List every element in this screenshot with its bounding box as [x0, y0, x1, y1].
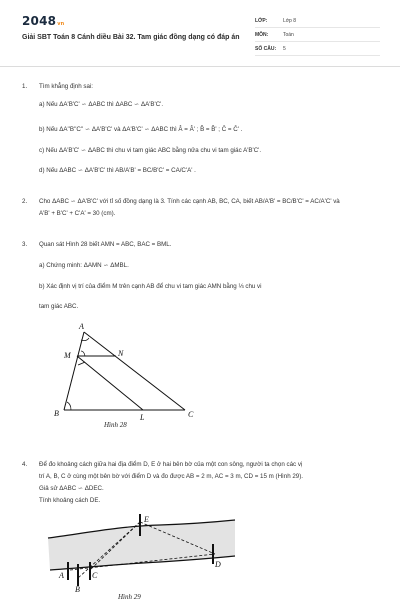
meta-row-question-count: SỐ CÂU: 5 — [255, 42, 380, 56]
part-a: a) Chứng minh: ΔAMN ∽ ΔMBL. — [39, 262, 129, 269]
question-number: 1. — [22, 83, 28, 90]
question-4 — [22, 460, 382, 508]
option-c: c) Nếu ΔA'B'C' ∽ ΔABC thì chu vi tam giác ABC bằng nửa chu vi tam giác A'B'C'. — [39, 147, 262, 154]
question-1 — [22, 82, 382, 182]
meta-info — [255, 14, 380, 56]
figure-29-caption: Hình 29 — [118, 593, 141, 600]
label-c: C — [92, 571, 98, 580]
part-b: b) Xác định vị trí của điểm M trên cạnh AB để chu vi tam giác AMN bằng ⅓ chu vi — [39, 283, 262, 290]
segment-ac — [84, 332, 185, 410]
angle-m-mark — [81, 351, 85, 356]
question-number: 3. — [22, 241, 28, 248]
label-l: L — [140, 413, 145, 422]
segment-ab — [64, 332, 84, 410]
figure-28 — [40, 320, 200, 432]
part-b-continued: tam giác ABC. — [39, 303, 79, 310]
question-text: Giả sử ΔABC ∽ ΔDEC. — [39, 485, 104, 492]
label-b: B — [75, 585, 80, 592]
label-m: M — [64, 351, 71, 360]
page-header — [0, 0, 400, 66]
figure-29 — [40, 508, 240, 592]
label-n: N — [118, 349, 124, 358]
site-logo[interactable]: 2048vn — [22, 14, 65, 28]
label-d: D — [215, 560, 221, 569]
question-text: Tính khoảng cách DE. — [39, 497, 101, 504]
meta-row-subject: MÔN: Toán — [255, 28, 380, 42]
question-text: Quan sát Hình 28 biết AMN = ABC, BAC = BML. — [39, 241, 172, 248]
option-b: b) Nếu ΔA''B''C'' ∽ ΔA'B'C' và ΔA'B'C' ∽ ΔABC thì Â = Â' ; B̂ = B̂' ; Ĉ = Ĉ' . — [39, 126, 243, 133]
question-2 — [22, 197, 382, 219]
label-e: E — [144, 515, 149, 524]
angle-bml-mark — [78, 362, 85, 365]
header-divider — [0, 66, 400, 67]
figure-28-caption: Hình 28 — [104, 421, 127, 429]
label-a: A — [59, 571, 64, 580]
angle-b-mark — [67, 402, 71, 410]
document-title: Giải SBT Toán 8 Cánh diều Bài 32. Tam giác đồng dạng có đáp án — [22, 34, 240, 41]
meta-row-grade: LỚP: Lớp 8 — [255, 14, 380, 28]
label-a: A — [79, 322, 84, 331]
question-text: Tìm khẳng định sai: — [39, 83, 93, 90]
question-number: 4. — [22, 461, 28, 468]
question-text: trí A, B, C ở cùng một bên bờ với điểm D và đo được AB = 2 m, AC = 3 m, CD = 15 m (Hình 29). — [39, 473, 304, 480]
question-text: Để đo khoảng cách giữa hai địa điểm D, E ở hai bên bờ của một con sông, người ta chọn các vị — [39, 461, 303, 468]
question-number: 2. — [22, 198, 28, 205]
question-text: A'B' + B'C' + C'A' = 30 (cm). — [39, 210, 116, 217]
question-text: Cho ΔABC ∽ ΔA'B'C' với tỉ số đồng dạng là 3. Tính các cạnh AB, BC, CA, biết AB/A'B' = BC/B'C' = AC/A'C' và — [39, 198, 340, 205]
option-a: a) Nếu ΔA'B'C' ∽ ΔABC thì ΔABC ∽ ΔA'B'C'. — [39, 101, 164, 108]
question-3 — [22, 240, 382, 315]
option-d: d) Nếu ΔABC ∽ ΔA'B'C' thì AB/A'B' = BC/B'C' = CA/C'A' . — [39, 167, 196, 174]
label-b: B — [54, 409, 59, 418]
label-c: C — [188, 410, 194, 419]
segment-ml — [77, 356, 143, 410]
